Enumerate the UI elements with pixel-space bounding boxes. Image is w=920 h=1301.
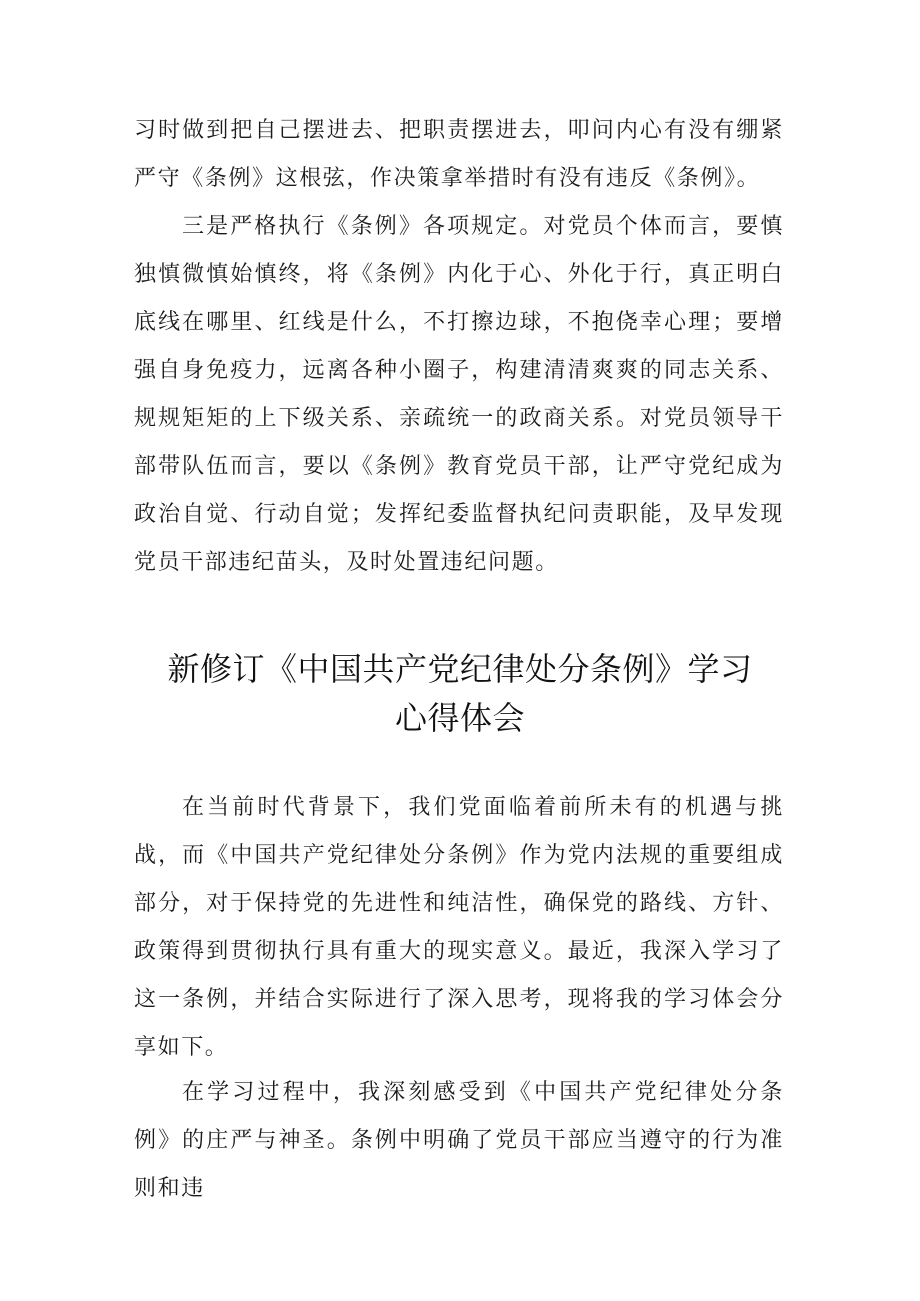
- paragraph-continuation: 习时做到把自己摆进去、把职责摆进去，叩问内心有没有绷紧严守《条例》这根弦，作决策拿举措时有没有违反《条例》。: [134, 118, 784, 191]
- previous-section-block: [134, 107, 784, 587]
- article-intro-block: [134, 784, 784, 1072]
- article-title: [120, 645, 800, 743]
- paragraph-body: 在学习过程中，我深刻感受到《中国共产党纪律处分条例》的庄严与神圣。条例中明确了党员干部应当遵守的行为准则和违: [134, 1080, 784, 1201]
- article-title-line-1: 新修订《中国共产党纪律处分条例》学习: [167, 650, 753, 688]
- paragraph-third-point: 三是严格执行《条例》各项规定。对党员个体而言，要慎独慎微慎始慎终，将《条例》内化于心、外化于行，真正明白底线在哪里、红线是什么，不打擦边球，不抱侥幸心理；要增强自身免疫力，远离各种小圈子，构建清清爽爽的同志关系、规规矩矩的上下级关系、亲疏统一的政商关系。对党员领导干部带队伍而言，要以《条例》教育党员干部，让严守党纪成为政治自觉、行动自觉；发挥纪委监督执纪问责职能，及早发现党员干部违纪苗头，及时处置违纪问题。: [134, 214, 784, 575]
- paragraph-intro: 在当前时代背景下，我们党面临着前所未有的机遇与挑战，而《中国共产党纪律处分条例》作为党内法规的重要组成部分，对于保持党的先进性和纯洁性，确保党的路线、方针、政策得到贯彻执行具有重大的现实意义。最近，我深入学习了这一条例，并结合实际进行了深入思考，现将我的学习体会分享如下。: [134, 795, 784, 1060]
- article-title-line-2: 心得体会: [394, 699, 525, 737]
- article-body-block: [134, 1069, 784, 1213]
